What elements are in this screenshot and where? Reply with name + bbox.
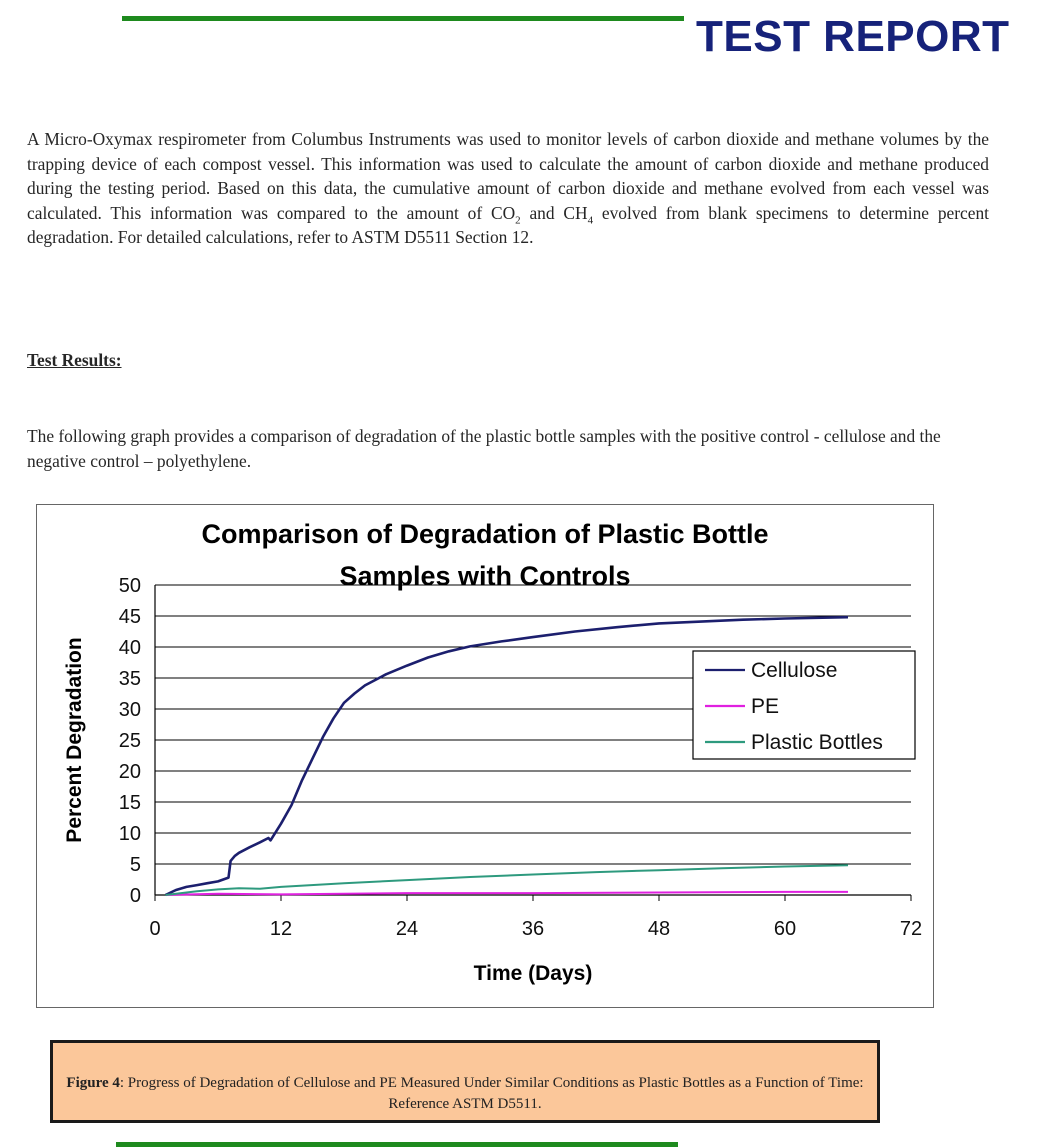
legend-label: Plastic Bottles <box>751 731 883 754</box>
ch4-subscript: 4 <box>587 214 594 227</box>
y-tick-label: 0 <box>129 885 141 907</box>
y-tick-label: 40 <box>118 637 141 659</box>
y-tick-label: 35 <box>118 668 141 690</box>
intro-text-c: evolved from blank specimens to determine percent degradation. For detailed calculations, refer to ASTM D5511 Section 12. <box>27 202 989 248</box>
x-axis-title: Time (Days) <box>473 962 593 985</box>
x-tick-label: 60 <box>773 918 797 940</box>
y-tick-label: 45 <box>118 606 141 628</box>
co2-subscript: 2 <box>515 214 521 227</box>
x-tick-label: 72 <box>899 918 923 940</box>
bottom-green-rule <box>116 1142 678 1147</box>
x-tick-label: 0 <box>149 918 161 940</box>
degradation-chart <box>36 504 934 1008</box>
top-green-rule <box>122 16 684 21</box>
y-tick-label: 15 <box>118 792 141 814</box>
legend-label: Cellulose <box>751 659 838 682</box>
y-axis-title: Percent Degradation <box>63 637 86 843</box>
chart-title-line-2: Samples with Controls <box>339 561 631 591</box>
y-tick-label: 30 <box>118 699 141 721</box>
y-tick-label: 25 <box>118 730 141 752</box>
y-tick-label: 5 <box>129 854 141 876</box>
intro-text-b: and CH <box>520 202 588 223</box>
figure-caption-text: : Progress of Degradation of Cellulose and PE Measured Under Similar Conditions as Plastic Bottles as a Function of Time: Reference ASTM D5511. <box>119 1075 864 1112</box>
x-tick-label: 36 <box>521 918 545 940</box>
x-tick-label: 48 <box>647 918 671 940</box>
x-tick-label: 12 <box>269 918 293 940</box>
y-tick-label: 50 <box>118 575 141 597</box>
legend-label: PE <box>751 695 780 718</box>
chart-title-line-1: Comparison of Degradation of Plastic Bottle <box>201 519 769 549</box>
report-title: TEST REPORT <box>696 12 1010 61</box>
y-tick-label: 20 <box>118 761 141 783</box>
series-line-plastic-bottles <box>166 865 849 895</box>
intro-text-a: A Micro-Oxymax respirometer from Columbus Instruments was used to monitor levels of carbon dioxide and methane volumes by the trapping device of each compost vessel. This information was used to calculate the amount of carbon dioxide and methane produced during the testing period. Based on this data, the cumulative amount of carbon dioxide and methane evolved from each vessel was calculated. This information was compared to the amount of CO <box>27 129 989 223</box>
figure-label: Figure 4 <box>66 1075 120 1091</box>
test-results-heading: Test Results: <box>27 350 122 370</box>
chart-svg <box>37 505 933 1007</box>
intro-paragraph <box>27 127 989 250</box>
results-paragraph: The following graph provides a comparison of degradation of the plastic bottle samples with the positive control - cellulose and the negative control – polyethylene. <box>27 426 941 471</box>
x-tick-label: 24 <box>395 918 419 940</box>
figure-caption <box>50 1040 880 1123</box>
y-tick-label: 10 <box>118 823 141 845</box>
